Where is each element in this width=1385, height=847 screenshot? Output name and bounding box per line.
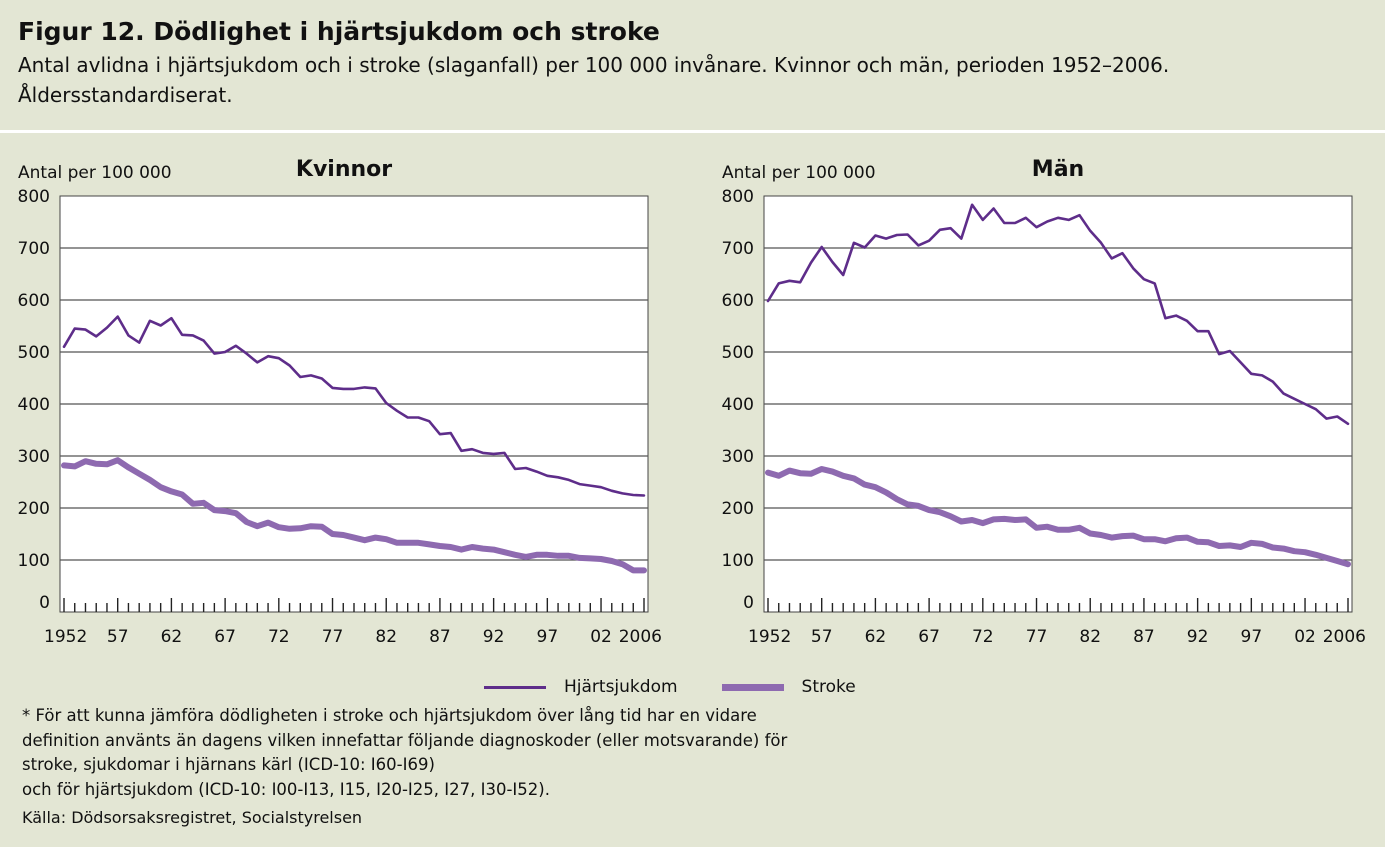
y-tick-label: 800 [17,187,50,207]
y-axis-label: Antal per 100 000 [18,163,172,183]
legend-swatch-stroke [722,684,784,691]
x-tick-label: 1952 [44,627,88,647]
x-tick-label: 62 [864,627,887,647]
chart-panel-women [18,157,662,647]
x-tick-label: 77 [1025,627,1048,647]
y-tick-label: 600 [721,291,754,311]
panel-title: Män [1031,157,1085,182]
x-tick-label: 2006 [618,627,662,647]
y-tick-label: 200 [17,499,50,519]
legend-label-heart: Hjärtsjukdom [564,677,678,697]
y-tick-label: 400 [17,395,50,415]
y-tick-label: 200 [721,499,754,519]
y-tick-label: 0 [39,593,50,613]
x-tick-label: 72 [971,627,994,647]
figure-subtitle-line2: Åldersstandardiserat. [18,83,233,107]
x-tick-label: 67 [214,627,236,647]
x-tick-label: 02 [1294,627,1316,647]
x-tick-label: 77 [321,627,344,647]
y-tick-label: 400 [721,395,754,415]
source-note: Källa: Dödsorsaksregistret, Socialstyrelsen [22,808,363,827]
x-tick-label: 72 [267,627,290,647]
x-tick-label: 87 [1133,627,1155,647]
y-tick-label: 100 [721,551,754,571]
x-tick-label: 57 [810,627,833,647]
figure-subtitle-line1: Antal avlidna i hjärtsjukdom och i stroke (slaganfall) per 100 000 invånare. Kvinnor och män, perioden 1952–2006. [18,53,1170,77]
y-tick-label: 700 [17,239,50,259]
x-tick-label: 92 [482,627,505,647]
footnote-line: stroke, sjukdomar i hjärnans kärl (ICD-10: I60-I69) [22,755,435,774]
x-tick-label: 67 [918,627,940,647]
footnote-line: och för hjärtsjukdom (ICD-10: I00-I13, I15, I20-I25, I27, I30-I52). [22,779,550,799]
panel-title: Kvinnor [295,157,393,182]
y-tick-label: 500 [721,343,754,363]
x-tick-label: 57 [106,627,129,647]
x-tick-label: 82 [1079,627,1102,647]
legend [484,676,900,698]
y-tick-label: 300 [17,447,50,467]
footnote-line: definition använts än dagens vilken innefattar följande diagnoskoder (eller motsvarande) för [22,730,788,750]
x-tick-label: 92 [1186,627,1209,647]
legend-item-heart [484,677,678,697]
charts-area [0,140,1385,660]
y-tick-label: 300 [721,447,754,467]
x-tick-label: 2006 [1322,627,1366,647]
legend-swatch-heart [484,686,546,689]
x-tick-label: 97 [1240,627,1263,647]
y-axis-label: Antal per 100 000 [722,163,876,183]
legend-label-stroke: Stroke [801,677,856,697]
figure-title: Figur 12. Dödlighet i hjärtsjukdom och stroke [18,17,660,46]
x-tick-label: 82 [375,627,398,647]
x-tick-label: 02 [590,627,612,647]
footnote [22,704,862,831]
figure-header [18,14,1375,110]
y-tick-label: 0 [743,593,754,613]
y-tick-label: 100 [17,551,50,571]
legend-item-stroke [722,677,856,697]
header-divider [0,130,1385,133]
x-tick-label: 62 [160,627,183,647]
x-tick-label: 1952 [748,627,792,647]
y-tick-label: 800 [721,187,754,207]
x-tick-label: 87 [429,627,451,647]
chart-panel-men [722,157,1366,647]
footnote-line: * För att kunna jämföra dödligheten i stroke och hjärtsjukdom över lång tid har en vidare [22,706,757,725]
y-tick-label: 600 [17,291,50,311]
y-tick-label: 500 [17,343,50,363]
y-tick-label: 700 [721,239,754,259]
x-tick-label: 97 [536,627,559,647]
